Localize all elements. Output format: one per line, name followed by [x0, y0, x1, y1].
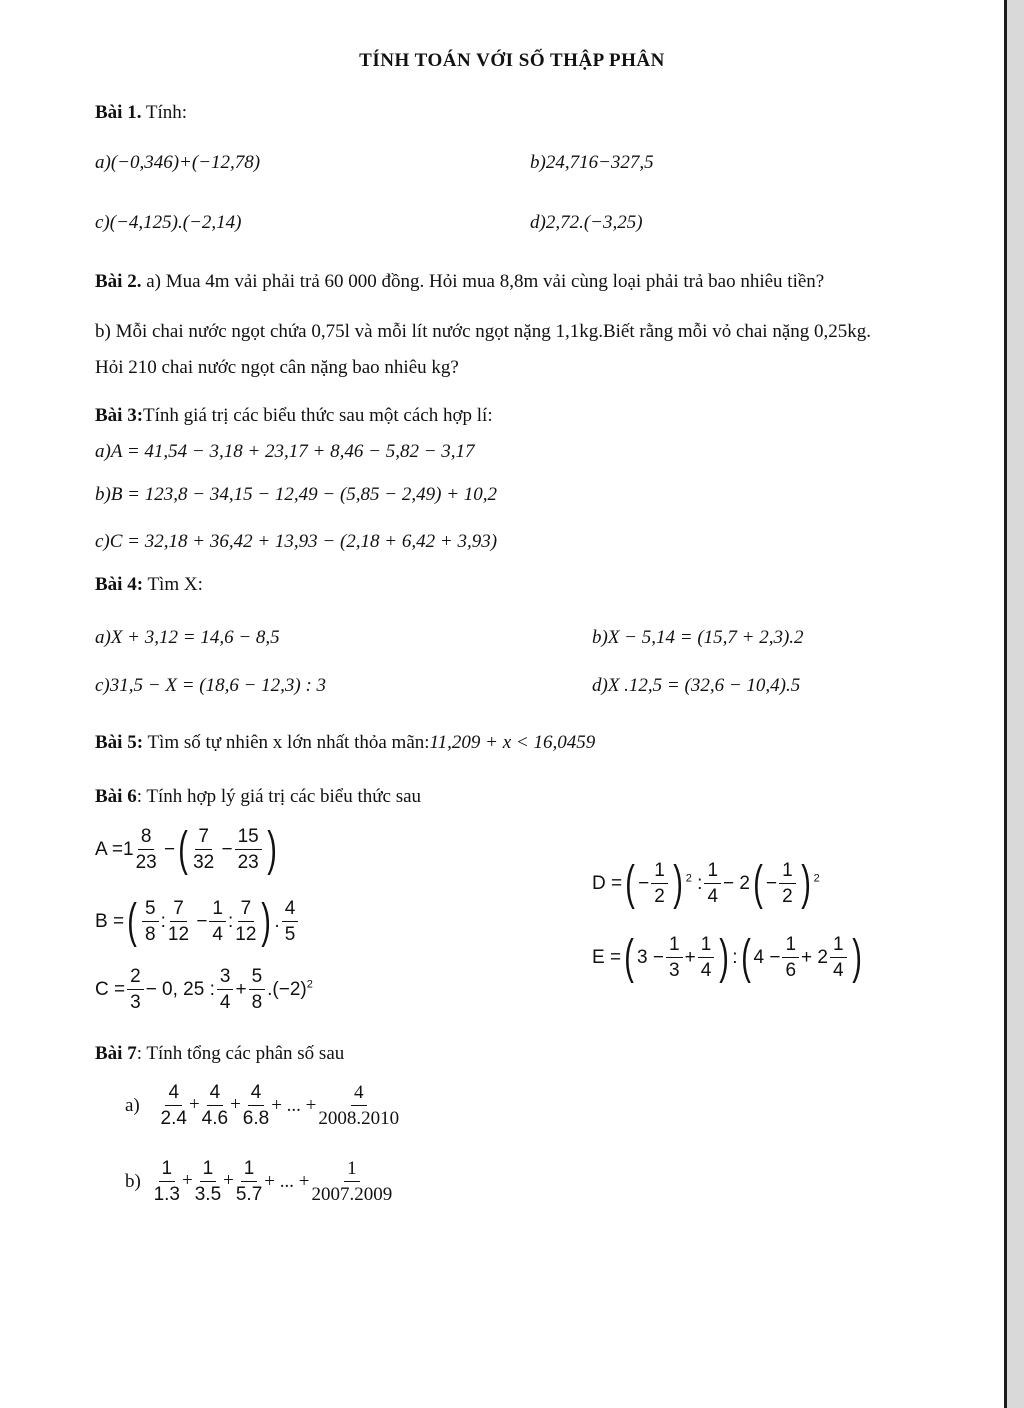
- bai6-expr-B: B =( $\frac{5}{8}$ : $\frac{7}{12}$ − $\frac{1}{4}$ : $\frac{7}{12}$ ) . $\frac{4}{5}$: [95, 898, 300, 946]
- bai6-expr-C: C = $\frac{2}{3}$ − 0, 25 : $\frac{3}{4}$ + $\frac{5}{8}$ $.(-2)^2$: [95, 966, 313, 1013]
- page-margin: [1007, 0, 1024, 1408]
- bai3-a: a)A = 41,54 − 3,18 + 23,17 + 8,46 − 5,82 − 3,17: [95, 441, 475, 462]
- bai7-b: b) $\frac{1}{1.3}$ + $\frac{1}{3.5}$ + $\frac{1}{5.7}$ + ... + $\frac{1}{2007.2009}$: [125, 1158, 393, 1205]
- bai1-a: a)(−0,346)+(−12,78): [95, 152, 261, 173]
- bai4-b: b)X − 5,14 = (15,7 + 2,3).2: [592, 627, 804, 648]
- bai6-expr-D: D =( − $\frac{1}{2}$ ) $^2$ : $\frac{1}{4}$ − 2( − $\frac{1}{2}$ ) $^2$: [592, 857, 820, 910]
- bai1-c: c)(−4,125).(−2,14): [95, 212, 242, 233]
- bai3-c: c)C = 32,18 + 36,42 + 13,93 − (2,18 + 6,42 + 3,93): [95, 531, 498, 552]
- page-title: TÍNH TOÁN VỚI SỐ THẬP PHÂN: [359, 50, 665, 71]
- bai4-c: c)31,5 − X = (18,6 − 12,3) : 3: [95, 675, 327, 696]
- bai3-b: b)B = 123,8 − 34,15 − 12,49 − (5,85 − 2,49) + 10,2: [95, 484, 498, 505]
- bai1-heading: Bài 1. Tính:: [95, 102, 188, 123]
- bai2-b-line2: Hỏi 210 chai nước ngọt cân nặng bao nhiêu kg?: [95, 357, 459, 378]
- bai6-heading: Bài 6: Tính hợp lý giá trị các biểu thức sau: [95, 786, 422, 807]
- bai5: Bài 5: Tìm số tự nhiên x lớn nhất thỏa mãn:11,209 + x < 16,0459: [95, 732, 596, 753]
- bai6-expr-E: E =( 3 − $\frac{1}{3}$ + $\frac{1}{4}$ ) :( 4 − $\frac{1}{6}$ + 2 $\frac{1}{4}$ ): [592, 931, 862, 984]
- bai4-heading: Bài 4: Tìm X:: [95, 574, 203, 595]
- bai2-a: Bài 2. a) Mua 4m vải phải trả 60 000 đồng. Hỏi mua 8,8m vải cùng loại phải trả bao nhiêu tiền?: [95, 271, 825, 292]
- bai3-heading: Bài 3:Tính giá trị các biểu thức sau một cách hợp lí:: [95, 405, 493, 426]
- bai2-b-line1: b) Mỗi chai nước ngọt chứa 0,75l và mỗi lít nước ngọt nặng 1,1kg.Biết rằng mỗi vỏ chai nặng 0,25kg.: [95, 321, 872, 342]
- bai1-d: d)2,72.(−3,25): [530, 212, 643, 233]
- bai7-a: a) $\frac{4}{2.4}$ + $\frac{4}{4.6}$ + $\frac{4}{6.8}$ + ... + $\frac{4}{2008.2010}$: [125, 1082, 400, 1129]
- bai1-b: b)24,716−327,5: [530, 152, 654, 173]
- bai4-a: a)X + 3,12 = 14,6 − 8,5: [95, 627, 280, 648]
- bai4-d: d)X .12,5 = (32,6 − 10,4).5: [592, 675, 801, 696]
- bai6-expr-A: A =1 $\frac{8}{23}$ −( $\frac{7}{32}$ − $\frac{15}{23}$ ): [95, 823, 277, 876]
- bai7-heading: Bài 7: Tính tổng các phân số sau: [95, 1043, 345, 1064]
